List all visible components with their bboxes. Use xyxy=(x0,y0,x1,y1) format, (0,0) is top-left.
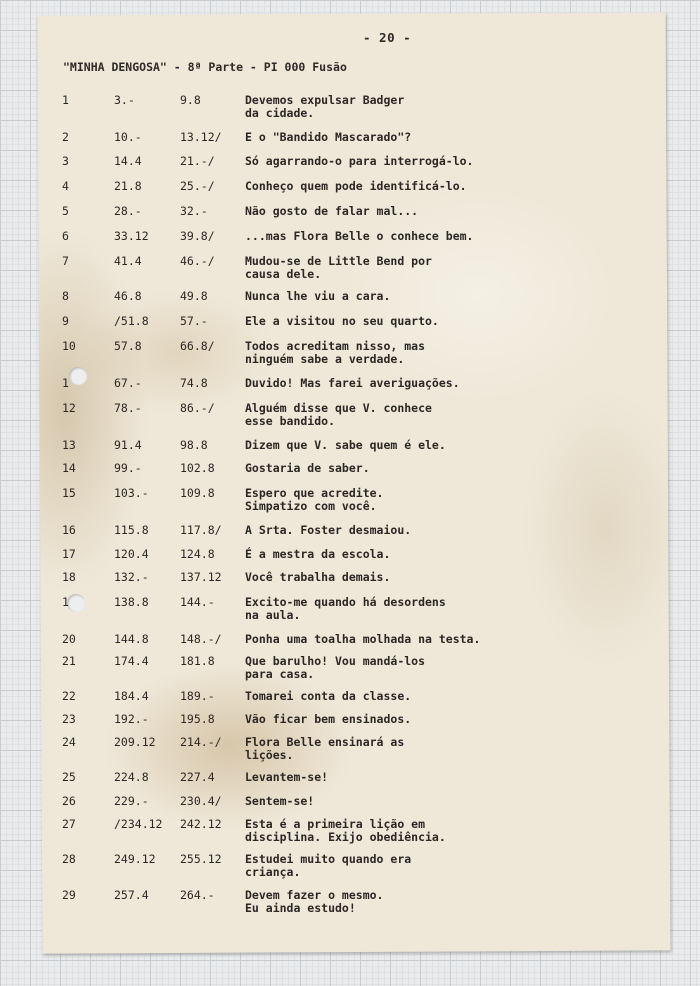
subtitle-line-1: Sentem-se! xyxy=(245,794,315,808)
timecode-in: /51.8 xyxy=(114,314,149,328)
timecode-out: 264.- xyxy=(180,888,215,902)
subtitle-line-1: Só agarrando-o para interrogá-lo. xyxy=(245,154,474,168)
timecode-out: 189.- xyxy=(180,689,215,703)
row-number: 26 xyxy=(62,794,76,808)
timecode-out: 9.8 xyxy=(180,93,201,107)
subtitle-line-1: Flora Belle ensinará as xyxy=(245,735,405,749)
timecode-out: 46.-/ xyxy=(180,254,215,268)
subtitle-line-1: Duvido! Mas farei averiguações. xyxy=(245,376,460,390)
timecode-out: 195.8 xyxy=(180,712,215,726)
subtitle-line-1: Mudou-se de Little Bend por xyxy=(245,254,432,268)
timecode-in: 138.8 xyxy=(114,595,149,609)
timecode-out: 98.8 xyxy=(180,438,208,452)
subtitle-line-1: Você trabalha demais. xyxy=(245,570,391,584)
timecode-out: 144.- xyxy=(180,595,215,609)
timecode-out: 230.4/ xyxy=(180,794,222,808)
timecode-out: 181.8 xyxy=(180,654,215,668)
subtitle-line-2: Simpatizo com você. xyxy=(245,498,377,513)
document-header: "MINHA DENGOSA" - 8ª Parte - PI 000 Fusão xyxy=(63,60,347,74)
timecode-in: 257.4 xyxy=(114,888,149,902)
row-number: 22 xyxy=(62,689,76,703)
subtitle-line-1: É a mestra da escola. xyxy=(245,547,391,561)
subtitle-line-2: ninguém sabe a verdade. xyxy=(245,351,405,366)
timecode-out: 57.- xyxy=(180,314,208,328)
row-number: 10 xyxy=(62,339,76,353)
subtitle-line-1: E o "Bandido Mascarado"? xyxy=(245,130,412,144)
timecode-out: 227.4 xyxy=(180,770,215,784)
timecode-in: 33.12 xyxy=(114,229,149,243)
timecode-in: 249.12 xyxy=(114,852,156,866)
row-number: 6 xyxy=(62,229,69,243)
timecode-out: 21.-/ xyxy=(180,154,215,168)
timecode-in: 46.8 xyxy=(114,289,142,303)
subtitle-line-1: A Srta. Foster desmaiou. xyxy=(245,523,412,537)
subtitle-line-2: disciplina. Exijo obediência. xyxy=(245,829,446,844)
timecode-in: 67.- xyxy=(114,376,142,390)
timecode-in: 192.- xyxy=(114,712,149,726)
subtitle-line-2: Eu ainda estudo! xyxy=(245,900,356,915)
timecode-out: 148.-/ xyxy=(180,632,222,646)
subtitle-line-2: para casa. xyxy=(245,666,315,681)
row-number: 13 xyxy=(62,438,76,452)
timecode-in: /234.12 xyxy=(114,817,163,831)
timecode-out: 49.8 xyxy=(180,289,208,303)
row-number: 24 xyxy=(62,735,76,749)
row-number: 15 xyxy=(62,486,76,500)
subtitle-line-1: Levantem-se! xyxy=(245,770,329,784)
subtitle-line-1: Que barulho! Vou mandá-los xyxy=(245,654,426,668)
subtitle-line-1: Ponha uma toalha molhada na testa. xyxy=(245,632,481,646)
timecode-out: 214.-/ xyxy=(180,735,222,749)
row-number: 28 xyxy=(62,852,76,866)
row-number: 27 xyxy=(62,817,76,831)
row-number: 16 xyxy=(62,523,76,537)
timecode-out: 13.12/ xyxy=(180,130,222,144)
subtitle-line-1: Esta é a primeira lição em xyxy=(245,817,426,831)
row-number: 12 xyxy=(62,401,76,415)
subtitle-line-2: criança. xyxy=(245,864,301,879)
subtitle-line-1: Todos acreditam nisso, mas xyxy=(245,339,426,353)
row-number: 1 xyxy=(62,595,69,609)
row-number: 18 xyxy=(62,570,76,584)
row-number: 20 xyxy=(62,632,76,646)
timecode-out: 109.8 xyxy=(180,486,215,500)
timecode-out: 86.-/ xyxy=(180,401,215,415)
row-number: 14 xyxy=(62,461,76,475)
subtitle-line-1: Nunca lhe viu a cara. xyxy=(245,289,391,303)
timecode-in: 57.8 xyxy=(114,339,142,353)
row-number: 23 xyxy=(62,712,76,726)
subtitle-line-2: da cidade. xyxy=(245,105,315,120)
timecode-in: 91.4 xyxy=(114,438,142,452)
timecode-out: 32.- xyxy=(180,204,208,218)
timecode-in: 99.- xyxy=(114,461,142,475)
timecode-out: 242.12 xyxy=(180,817,222,831)
timecode-in: 144.8 xyxy=(114,632,149,646)
timecode-out: 137.12 xyxy=(180,570,222,584)
subtitle-line-1: Estudei muito quando era xyxy=(245,852,412,866)
row-number: 21 xyxy=(62,654,76,668)
timecode-out: 124.8 xyxy=(180,547,215,561)
subtitle-line-1: Dizem que V. sabe quem é ele. xyxy=(245,438,446,452)
row-number: 1 xyxy=(62,93,69,107)
subtitle-line-2: esse bandido. xyxy=(245,413,336,428)
row-number: 25 xyxy=(62,770,76,784)
subtitle-line-1: Gostaria de saber. xyxy=(245,461,370,475)
timecode-in: 28.- xyxy=(114,204,142,218)
subtitle-line-2: na aula. xyxy=(245,607,301,622)
subtitle-line-1: Alguém disse que V. conhece xyxy=(245,401,432,415)
row-number: 8 xyxy=(62,289,69,303)
subtitle-line-1: Vão ficar bem ensinados. xyxy=(245,712,412,726)
timecode-in: 115.8 xyxy=(114,523,149,537)
row-number: 17 xyxy=(62,547,76,561)
timecode-in: 224.8 xyxy=(114,770,149,784)
timecode-out: 66.8/ xyxy=(180,339,215,353)
timecode-in: 174.4 xyxy=(114,654,149,668)
subtitle-line-1: Excito-me quando há desordens xyxy=(245,595,446,609)
row-number: 3 xyxy=(62,154,69,168)
subtitle-line-1: Conheço quem pode identificá-lo. xyxy=(245,179,467,193)
row-number: 4 xyxy=(62,179,69,193)
timecode-in: 41.4 xyxy=(114,254,142,268)
subtitle-line-1: ...mas Flora Belle o conhece bem. xyxy=(245,229,474,243)
timecode-in: 78.- xyxy=(114,401,142,415)
timecode-in: 10.- xyxy=(114,130,142,144)
subtitle-line-2: causa dele. xyxy=(245,266,322,281)
timecode-out: 102.8 xyxy=(180,461,215,475)
timecode-out: 117.8/ xyxy=(180,523,222,537)
subtitle-line-1: Tomarei conta da classe. xyxy=(245,689,412,703)
row-number: 2 xyxy=(62,130,69,144)
timecode-out: 39.8/ xyxy=(180,229,215,243)
timecode-in: 21.8 xyxy=(114,179,142,193)
page-number: - 20 - xyxy=(363,30,412,45)
subtitle-line-1: Espero que acredite. xyxy=(245,486,384,500)
timecode-in: 209.12 xyxy=(114,735,156,749)
timecode-out: 255.12 xyxy=(180,852,222,866)
subtitle-line-1: Ele a visitou no seu quarto. xyxy=(245,314,439,328)
row-number: 9 xyxy=(62,314,69,328)
timecode-in: 132.- xyxy=(114,570,149,584)
timecode-in: 103.- xyxy=(114,486,149,500)
row-number: 1 xyxy=(62,376,69,390)
timecode-out: 74.8 xyxy=(180,376,208,390)
timecode-out: 25.-/ xyxy=(180,179,215,193)
row-number: 5 xyxy=(62,204,69,218)
row-number: 29 xyxy=(62,888,76,902)
timecode-in: 229.- xyxy=(114,794,149,808)
timecode-in: 184.4 xyxy=(114,689,149,703)
subtitle-line-2: lições. xyxy=(245,747,294,762)
subtitle-line-1: Devemos expulsar Badger xyxy=(245,93,405,107)
timecode-in: 120.4 xyxy=(114,547,149,561)
timecode-in: 3.- xyxy=(114,93,135,107)
subtitle-line-1: Devem fazer o mesmo. xyxy=(245,888,384,902)
subtitle-line-1: Não gosto de falar mal... xyxy=(245,204,419,218)
row-number: 7 xyxy=(62,254,69,268)
timecode-in: 14.4 xyxy=(114,154,142,168)
